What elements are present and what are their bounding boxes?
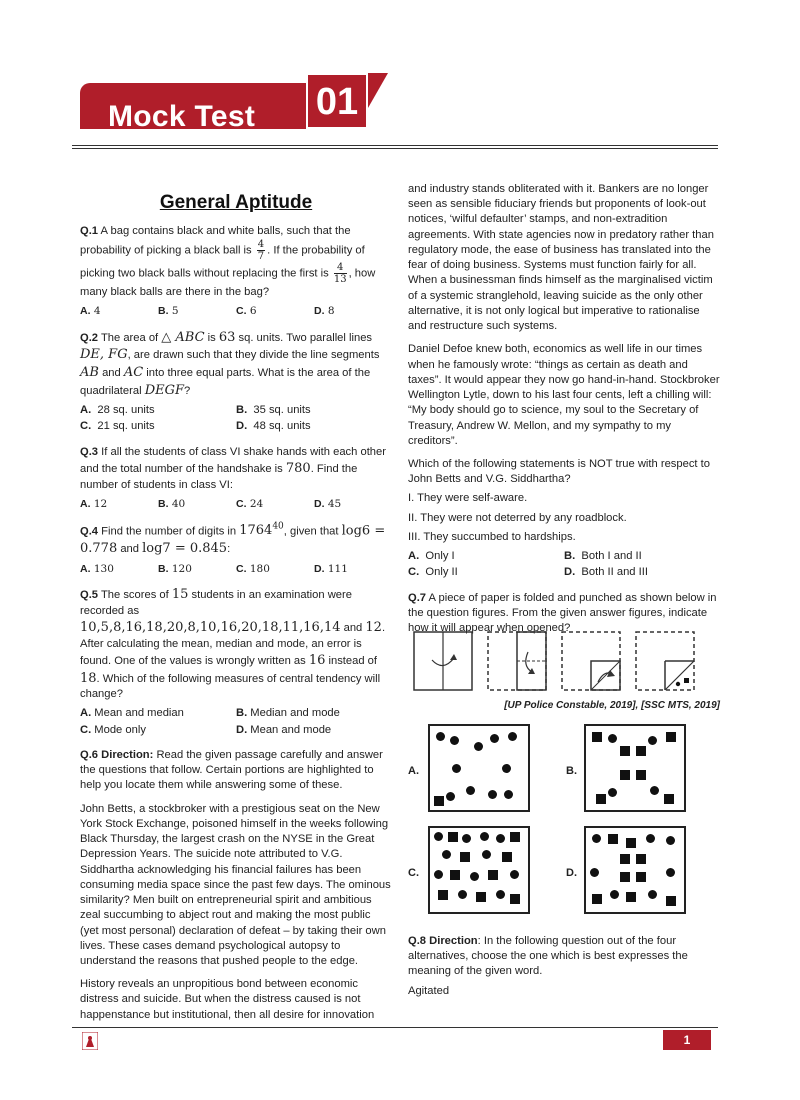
- option-b[interactable]: B. 35 sq. units: [236, 404, 311, 417]
- q-text: A piece of paper is folded and punched as shown below in the question figures. From the given answer figures, indicate how it will appear when opened?: [408, 591, 717, 635]
- option-c[interactable]: C. 180: [236, 562, 270, 575]
- math: △ ABC: [161, 329, 205, 345]
- question-3: [80, 445, 392, 511]
- q-text: :: [227, 543, 231, 556]
- math: [239, 523, 284, 538]
- q-text: into three equal parts. What is the area of the quadrilateral: [80, 366, 371, 397]
- q6-question: Which of the following statements is NOT true with respect to John Betts and V.G. Siddhartha?: [408, 457, 710, 486]
- q-text: A bag contains black and white balls, such that the probability of picking a black ball is: [80, 224, 351, 257]
- math: DE, FG: [80, 347, 128, 363]
- option-c[interactable]: C. 21 sq. units: [80, 420, 155, 433]
- left-column: [80, 190, 392, 1033]
- q-text: sq. units. Two parallel lines: [238, 331, 373, 344]
- statement: II. They were not deterred by any roadblock.: [408, 511, 627, 524]
- folding-figures: [412, 630, 722, 692]
- answer-label-d[interactable]: D.: [566, 867, 577, 879]
- option-d[interactable]: D. Both II and III: [564, 566, 648, 579]
- options: [80, 706, 392, 737]
- q-text: , how many black balls are there in the bag?: [80, 267, 376, 299]
- math: 18: [80, 670, 97, 686]
- option-d[interactable]: D. 45: [314, 497, 342, 510]
- question-4: [80, 521, 392, 576]
- options: [80, 497, 392, 511]
- statement: I. They were self-aware.: [408, 492, 528, 505]
- right-column: [408, 182, 720, 640]
- math: 780: [285, 460, 311, 476]
- q-text: . If the probability of picking two black balls without replacing the first is: [80, 244, 365, 280]
- passage-paragraph: History reveals an unpropitious bond between economic distress and suicide. But when the distress caused is not happenstance but institutional, then all desire for innovation: [80, 978, 375, 1021]
- test-number-box: [306, 73, 368, 129]
- options: [80, 304, 392, 318]
- q-label: Q.6 Direction:: [80, 748, 154, 761]
- banner-tail: [368, 73, 388, 108]
- test-number: 01: [315, 81, 359, 123]
- page-title: Mock Test: [108, 100, 256, 133]
- header-banner: [80, 73, 388, 133]
- passage-paragraph: John Betts, a stockbroker with a prestigious seat on the New York Stock Exchange, poisoned himself in the weeks following Black Thursday, the largest crash on the NYSE in the Great Depression Years. The suicide note attributed to V.G. Siddhartha acknowledging his financial failures has been consuming media space since the past few days. The ominous similarity? Men built on entrepreneurial spirit and ambitious zeal succumbing to abject rout and making the most public (yet most personal) declaration of defeat – by taking their own lives. These cases demand psychological autopsy to understand the reasons that pushed people to the edge.: [80, 802, 391, 967]
- q-label: Q.8 Direction: [408, 935, 478, 947]
- q-text: The area of: [100, 331, 159, 344]
- options: [80, 562, 392, 576]
- answer-label-a[interactable]: A.: [408, 765, 419, 777]
- q-text: and: [343, 621, 363, 634]
- q-label: Q.2: [80, 331, 99, 344]
- footer-rule: [72, 1027, 718, 1028]
- math: 12: [365, 619, 382, 635]
- option-a[interactable]: A. 4: [80, 305, 101, 318]
- option-d[interactable]: D. 111: [314, 562, 348, 575]
- q-text: ?: [184, 384, 191, 397]
- math-exp: 40: [272, 522, 284, 533]
- question-2: [80, 329, 392, 435]
- q-text: . Which of the following measures of central tendency will change?: [80, 672, 381, 701]
- option-b[interactable]: B. Both I and II: [564, 550, 642, 563]
- frac-num: 4: [334, 262, 347, 274]
- q-text: , given that: [283, 525, 339, 538]
- option-c[interactable]: C. 24: [236, 497, 264, 510]
- section-title: General Aptitude: [159, 192, 313, 213]
- frac-num: 4: [257, 239, 265, 251]
- option-b[interactable]: B. Median and mode: [236, 707, 340, 720]
- q-text: students in an examination were recorded as: [80, 589, 352, 617]
- answer-figure-d[interactable]: [584, 826, 686, 914]
- question-1: [80, 224, 392, 319]
- given-word: Agitated: [408, 984, 450, 997]
- q-text: and: [102, 366, 121, 379]
- math: 63: [218, 329, 236, 345]
- q-label: Q.3: [80, 445, 99, 458]
- math: AB: [80, 364, 99, 380]
- options: [80, 403, 392, 434]
- option-b[interactable]: B. 40: [158, 497, 186, 510]
- banner-main: [80, 83, 306, 133]
- answer-label-b[interactable]: B.: [566, 765, 577, 777]
- header-rule-2: [72, 148, 718, 149]
- publisher-logo-icon: [82, 1032, 98, 1050]
- fraction: [257, 239, 265, 262]
- option-d[interactable]: D. 48 sq. units: [236, 420, 311, 433]
- math: 16: [308, 652, 326, 668]
- math: log7 = 0.845: [142, 541, 228, 557]
- question-figures: [412, 630, 722, 692]
- math: DEGF: [144, 382, 185, 398]
- q-text: . Find the number of students in class VI:: [80, 462, 358, 491]
- q-text: and: [120, 543, 139, 556]
- option-d[interactable]: D. 8: [314, 305, 335, 318]
- option-a[interactable]: A. 12: [80, 497, 108, 510]
- option-a[interactable]: A. 130: [80, 562, 114, 575]
- options: [408, 549, 720, 580]
- q-text: instead of: [328, 654, 378, 667]
- math: AC: [123, 364, 144, 380]
- option-d[interactable]: D. Mean and mode: [236, 723, 332, 736]
- q-text: If all the students of class VI shake hands with each other and the total number of the handshake is: [80, 445, 386, 475]
- option-a[interactable]: A. Mean and median: [80, 707, 184, 720]
- math-base: 1764: [239, 523, 273, 539]
- q-label: Q.7: [408, 591, 427, 604]
- answer-figure-c[interactable]: [428, 826, 530, 914]
- passage-paragraph: Daniel Defoe knew both, economics as well life in our times when he famously wrote: “things as certain as death and taxes”. It would appear they now go hand-in-hand. Stockbroker Wellington Lytle, down to his last four cents, left a chilling will: “My body should go to science, my soul to the Secretary of Treasury, Andrew W. Mellon, and my sympathy to my creditors”.: [408, 343, 720, 447]
- frac-den: 13: [333, 274, 347, 286]
- q-label: Q.4: [80, 525, 99, 538]
- passage-paragraph: and industry stands obliterated with it. Bankers are no longer seen as sensible fiduciary friends but proponents of look-out notices, ‘wilful defaulter’ stamps, and non-extradition agreements. With state agencies now in predatory rather than regulatory mode, the ease of business has translated into the fear of doing business. Systems must function fairly for all. When a businessman finds himself as the marginalised victim of a systemic stranglehold, leaving suicide as the only other alternative, it is not only logical but imperative to rationalise and restructure such systems.: [408, 183, 714, 333]
- q-direction: Read the given passage carefully and answer the questions that follow. Certain portions are highlighted to help you locate them while answering some of these.: [80, 748, 383, 792]
- math: log6 = 0.778: [80, 523, 386, 557]
- q-text: is: [207, 331, 216, 344]
- question-5: [80, 586, 392, 738]
- header-rule: [72, 145, 718, 146]
- statement: III. They succumbed to hardships.: [408, 530, 576, 543]
- option-c[interactable]: C. 6: [236, 305, 257, 318]
- q-text: , are drawn such that they divide the line segments: [127, 349, 380, 362]
- question-6: [80, 748, 392, 1023]
- option-b[interactable]: B. 5: [158, 305, 179, 318]
- fraction: [334, 262, 347, 285]
- q-text: The scores of: [100, 589, 169, 602]
- math: 10,5,8,16,18,20,8,10,16,20,18,11,16,14: [80, 619, 341, 635]
- citation: [UP Police Constable, 2019], [SSC MTS, 2019]: [504, 700, 720, 711]
- q-label: Q.5: [80, 589, 99, 602]
- answer-figure-b[interactable]: [584, 724, 686, 812]
- q-text: Find the number of digits in: [101, 525, 237, 538]
- answer-label-c[interactable]: C.: [408, 867, 419, 879]
- page-number: 1: [663, 1030, 711, 1050]
- question-8: [408, 934, 720, 1003]
- option-a[interactable]: A. 28 sq. units: [80, 404, 155, 417]
- math: 15: [171, 587, 189, 603]
- answer-figure-a[interactable]: [428, 724, 530, 812]
- option-c[interactable]: C. Only II: [408, 566, 458, 579]
- frac-den: 7: [257, 251, 265, 263]
- option-b[interactable]: B. 120: [158, 562, 192, 575]
- q-text: . After calculating the mean, median and mode, an error is found. One of the values is wrongly written as: [80, 621, 386, 667]
- option-c[interactable]: C. Mode only: [80, 723, 146, 736]
- option-a[interactable]: A. Only I: [408, 550, 455, 563]
- q-text: : In the following question out of the four alternatives, choose the one which is best expresses the meaning of the given word.: [408, 935, 688, 978]
- q-label: Q.1: [80, 224, 99, 237]
